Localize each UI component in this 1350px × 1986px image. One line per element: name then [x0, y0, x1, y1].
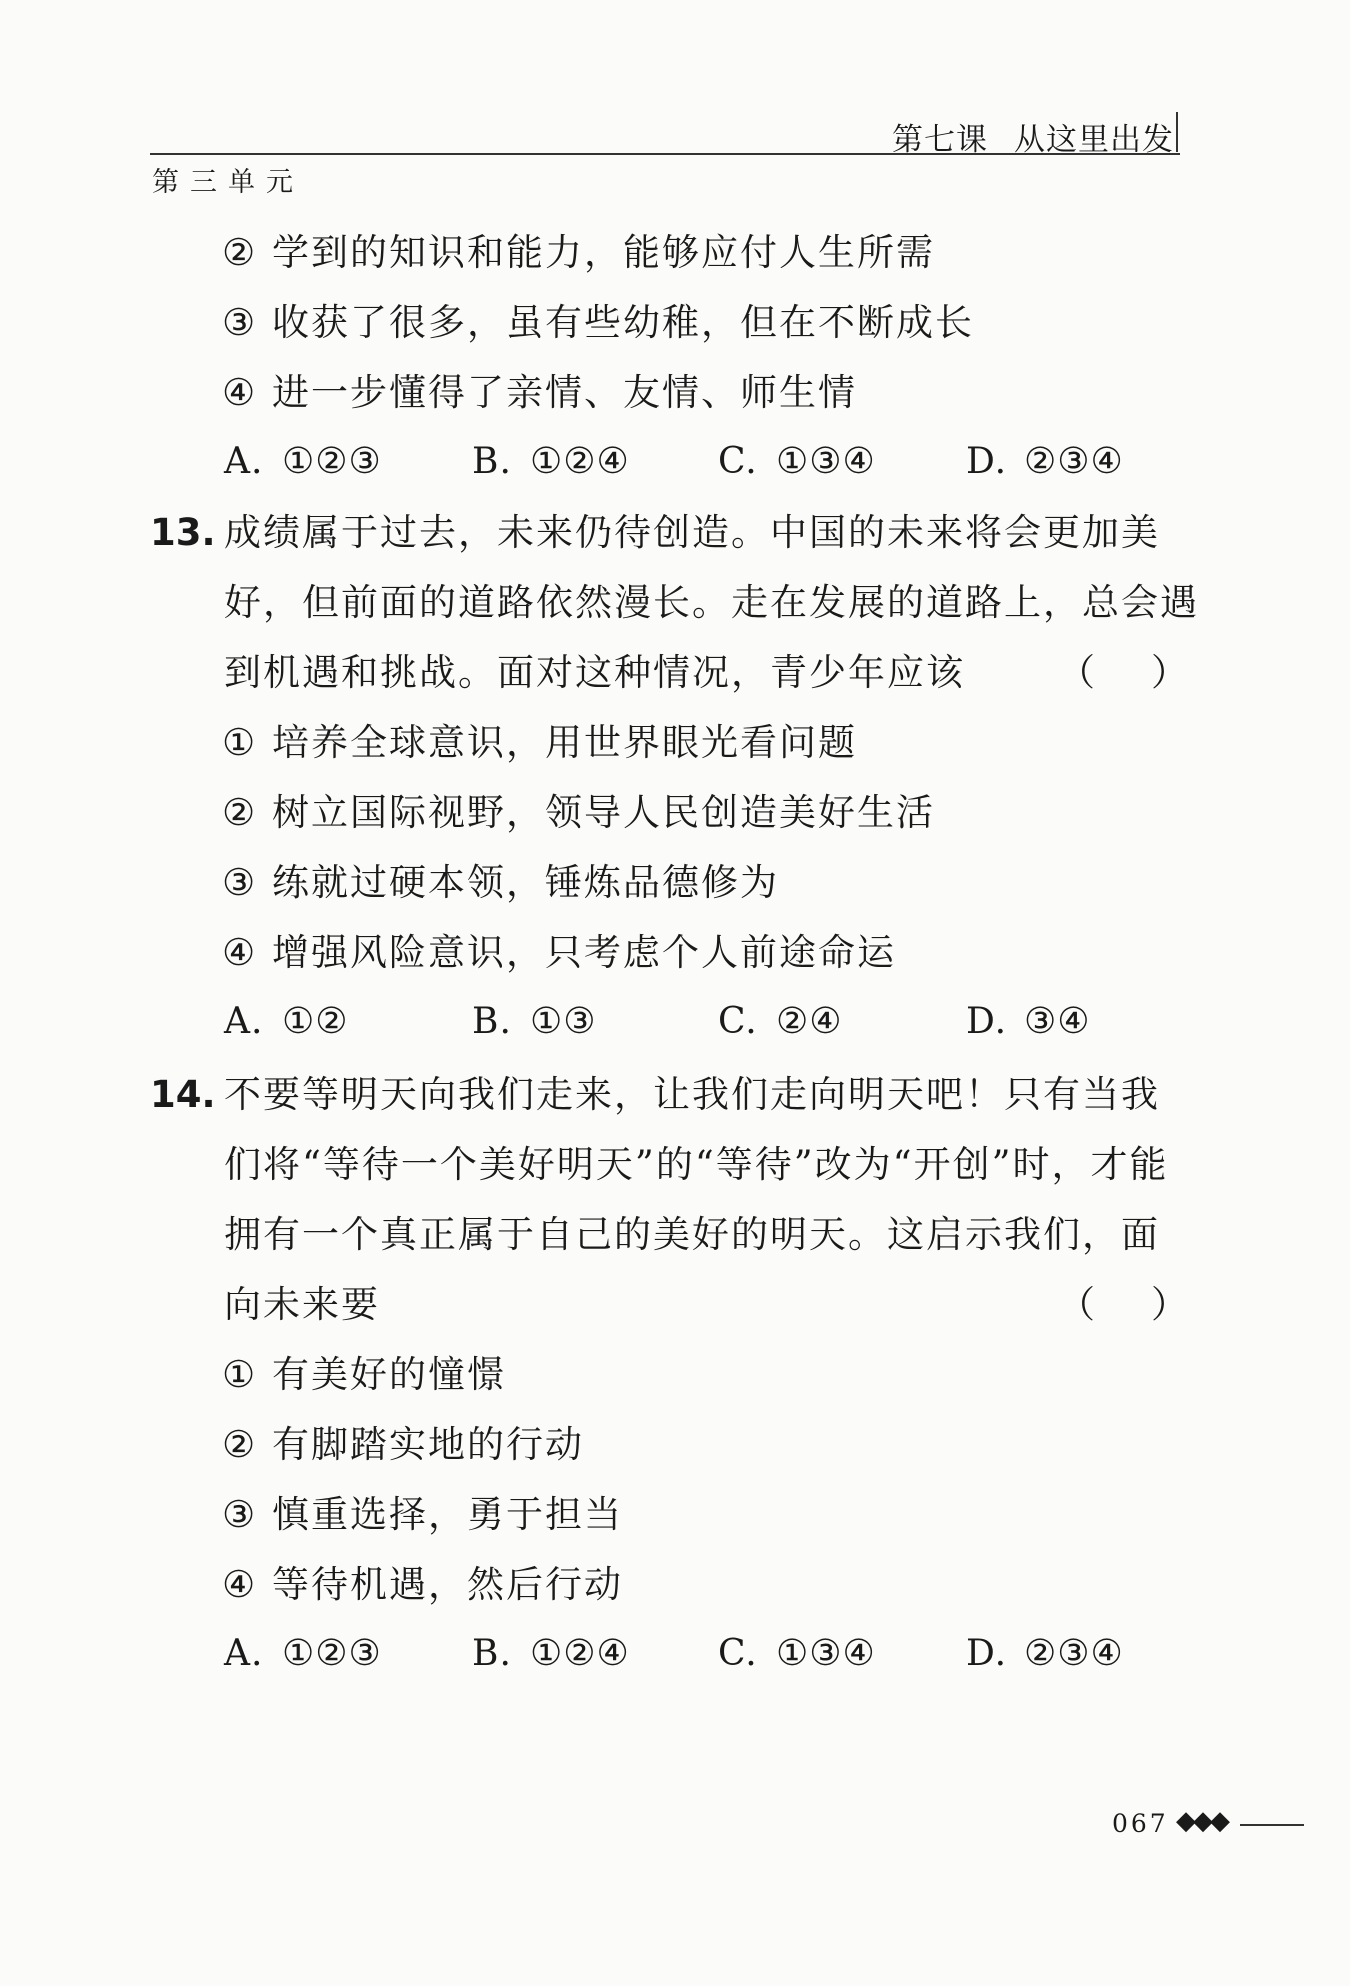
- header-divider-bar: [1176, 112, 1178, 152]
- q14-option-3: ③ 慎重选择，勇于担当: [222, 1493, 623, 1536]
- q13-option-1: ① 培养全球意识，用世界眼光看问题: [222, 721, 857, 764]
- q13-stem-line-1: 成绩属于过去，未来仍待创造。中国的未来将会更加美: [224, 511, 1160, 554]
- q14-answer-blank: （ ）: [1058, 1283, 1188, 1326]
- q14-option-2: ② 有脚踏实地的行动: [222, 1423, 584, 1466]
- q12-choices: [224, 441, 1184, 484]
- q14-choice-b: B. ①②④: [472, 1633, 630, 1674]
- q14-stem-line-1: 不要等明天向我们走来，让我们走向明天吧！只有当我: [224, 1073, 1160, 1116]
- q14-choice-d: D. ②③④: [966, 1633, 1124, 1674]
- q14-number: 14.: [150, 1073, 216, 1116]
- unit-label: 第三单元: [152, 167, 304, 198]
- q12-choice-d: D. ②③④: [966, 441, 1124, 482]
- lesson-title: 从这里出发: [1014, 122, 1174, 158]
- q14-choices: [224, 1633, 1184, 1676]
- q14-stem-line-3: 拥有一个真正属于自己的美好的明天。这启示我们，面: [224, 1213, 1160, 1256]
- q12-option-4: ④ 进一步懂得了亲情、友情、师生情: [222, 371, 857, 414]
- diamond-ornament-icon: ◆◆◆: [1176, 1806, 1227, 1836]
- q14-stem-line-2: 们将“等待一个美好明天”的“等待”改为“开创”时，才能: [224, 1143, 1169, 1186]
- q13-choice-c: C. ②④: [718, 1001, 843, 1042]
- q14-choice-a: A. ①②③: [224, 1633, 382, 1674]
- footer-rule: [1240, 1824, 1304, 1826]
- q13-choice-d: D. ③④: [966, 1001, 1091, 1042]
- q14-stem-line-4: 向未来要: [224, 1283, 380, 1326]
- q14-option-1: ① 有美好的憧憬: [222, 1353, 506, 1396]
- q12-choice-c: C. ①③④: [718, 441, 876, 482]
- q13-choice-b: B. ①③: [472, 1001, 597, 1042]
- q14-choice-c: C. ①③④: [718, 1633, 876, 1674]
- q13-option-2: ② 树立国际视野，领导人民创造美好生活: [222, 791, 935, 834]
- q13-choice-a: A. ①②: [224, 1001, 349, 1042]
- q13-option-4: ④ 增强风险意识，只考虑个人前途命运: [222, 931, 896, 974]
- header-rule: [150, 153, 1180, 155]
- q12-choice-b: B. ①②④: [472, 441, 630, 482]
- q12-option-3: ③ 收获了很多，虽有些幼稚，但在不断成长: [222, 301, 974, 344]
- q13-stem-line-3: 到机遇和挑战。面对这种情况，青少年应该: [224, 651, 965, 694]
- page-number: 067: [1112, 1809, 1169, 1838]
- q13-stem-line-2: 好，但前面的道路依然漫长。走在发展的道路上，总会遇: [224, 581, 1199, 624]
- q13-answer-blank: （ ）: [1058, 651, 1188, 694]
- q14-option-4: ④ 等待机遇，然后行动: [222, 1563, 623, 1606]
- q12-option-2: ② 学到的知识和能力，能够应付人生所需: [222, 231, 935, 274]
- q13-option-3: ③ 练就过硬本领，锤炼品德修为: [222, 861, 779, 904]
- q12-choice-a: A. ①②③: [224, 441, 382, 482]
- q13-number: 13.: [150, 511, 216, 554]
- q13-choices: [224, 1001, 1184, 1044]
- lesson-number: 第七课: [892, 122, 988, 158]
